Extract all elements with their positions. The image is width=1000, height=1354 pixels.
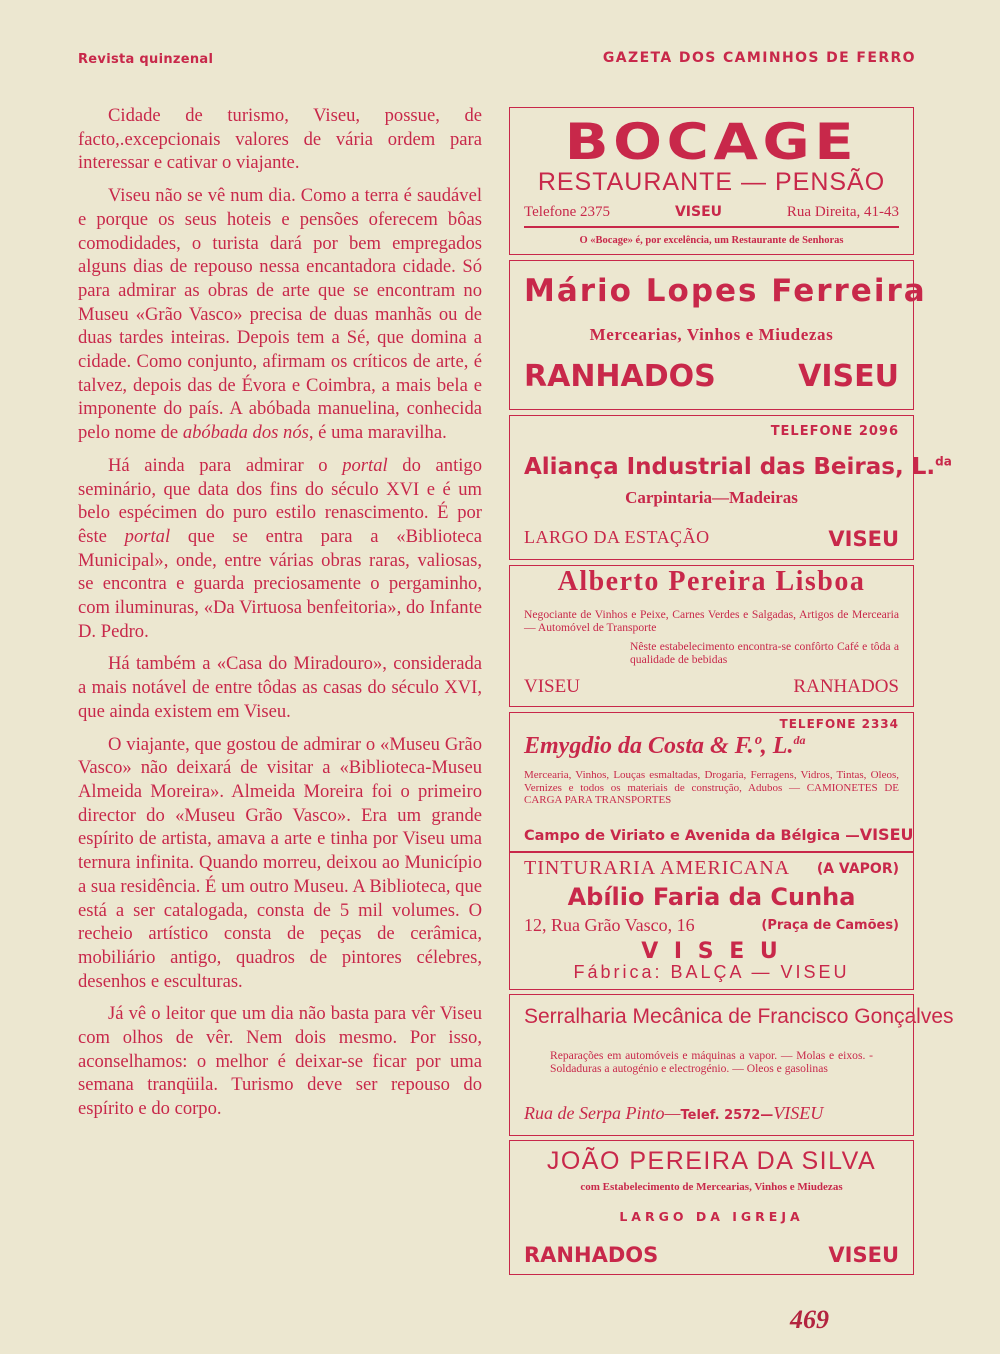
ad-alberto-desc: Negociante de Vinhos e Peixe, Carnes Verdes e Salgadas, Artigos de Mercearia — Automóvel de Transporte — [524, 608, 899, 634]
ad-alianca-footer — [524, 527, 899, 551]
ad-emygdio-desc: Mercearia, Vinhos, Louças esmaltadas, Drogaria, Ferragens, Vidros, Tintas, Oleos, Vernizes e todos os materiais de construção, Adubos — CAMIONETES DE CARGA PARA TRANSPORTES — [524, 769, 899, 806]
ad-tinturaria-city: V I S E U — [641, 939, 782, 964]
ad-alianca-city: VISEU — [828, 527, 899, 551]
ad-bocage-subtitle: RESTAURANTE — PENSÃO — [537, 168, 886, 196]
ad-alianca — [509, 415, 952, 560]
ad-serralharia-footer: Rua de Serpa Pinto—Telef. 2572—VISEU — [524, 1103, 824, 1123]
ad-alberto-footer — [524, 676, 899, 698]
paragraph-5: O viajante, que gostou de admirar o «Museu Grão Vasco» não deixará de visitar a «Biblioteca-Museu Almeida Moreira». Almeida Moreira foi o primeiro director do «Museu Grão Vasco». Era um grande espírito de artista, amava a arte e tinha por Viseu uma ternura infinita. Quando morreu, deixou ao Município a sua residência. É um outro Museu. A Biblioteca, que está a ser catalogada, consta de 5 mil volumes. O recheio artístico consta de peças de cerâmica, mobiliário antigo, quadros de pintores célebres, desenhos e esculturas. — [78, 733, 482, 992]
ad-bocage-name: BOCAGE — [564, 113, 859, 171]
ad-bocage-address: Rua Direita, 41-43 — [786, 204, 899, 220]
ad-alianca-address: LARGO DA ESTAÇÃO — [524, 527, 710, 547]
header-left: Revista quinzenal — [78, 52, 214, 67]
ad-tinturaria-factory: Fábrica: BALÇA — VISEU — [573, 962, 850, 982]
paragraph-1: Cidade de turismo, Viseu, possue, de facto,.excepcionais valores de vária ordem para interessar e cativar o viajante. — [78, 105, 482, 174]
ad-bocage-phone: Telefone 2375 — [524, 204, 611, 220]
italic-term: portal — [342, 454, 388, 476]
paragraph-6: Já vê o leitor que um dia não basta para vêr Viseu com olhos de vêr. Nem dois mesmo. Por isso, aconselhamos: o melhor é deixar-se ficar por uma semana tranqüila. Turismo deve ser repouso do espírito e do corpo. — [78, 1003, 482, 1120]
ad-tinturaria-name: Abílio Faria da Cunha — [567, 883, 856, 911]
ad-mario-footer — [524, 359, 899, 394]
ad-emygdio-address: Campo de Viriato e Avenida da Bélgica — — [524, 828, 860, 844]
ad-emygdio-footer — [524, 825, 914, 844]
ad-joao-footer: RANHADOS VISEU — [524, 1243, 899, 1267]
ad-emygdio-phone: TELEFONE 2334 — [779, 717, 899, 731]
ad-emygdio-da-costa — [509, 712, 914, 852]
ad-bocage — [509, 107, 914, 255]
ad-serralharia-desc: Reparações em automóveis e máquinas a vapor. — Molas e eixos. - Soldaduras a autogénio e electrogénio. — Oleos e gasolinas — [550, 1049, 873, 1075]
ad-joao-desc: com Estabelecimento de Mercearias, Vinhos e Miudezas — [580, 1181, 843, 1193]
ad-emygdio-city: VISEU — [859, 825, 914, 844]
ad-alianca-name: Aliança Industrial das Beiras, L.$^{da}$ — [524, 454, 952, 480]
ad-alberto-name: Alberto Pereira Lisboa — [557, 566, 866, 597]
ad-serralharia-name: Serralharia Mecânica de Francisco Gonçalves — [524, 1005, 954, 1028]
header-right: GAZETA DOS CAMINHOS DE FERRO — [602, 50, 916, 66]
ad-mario-name: Mário Lopes Ferreira — [524, 273, 927, 309]
ad-mario-trade: Mercearias, Vinhos e Miudezas — [589, 325, 834, 344]
ad-bocage-city: VISEU — [674, 204, 722, 220]
ad-serralharia — [509, 994, 954, 1136]
ad-alianca-phone: TELEFONE 2096 — [770, 424, 899, 439]
ad-alianca-trade: Carpintaria—Madeiras — [625, 488, 798, 507]
ad-mario-right: VISEU — [798, 359, 899, 394]
ad-bocage-contact — [524, 204, 899, 221]
ad-alberto-desc2: Nêste estabelecimento encontra-se confôrto Café e tôda a qualidade de bebidas — [630, 640, 899, 666]
ad-alianca-name-row — [524, 454, 952, 480]
ad-tinturaria-address-row: 12, Rua Grão Vasco, 16 (Praça de Camões) — [524, 915, 899, 935]
paragraph-3: Há ainda para admirar o portal do antigo seminário, que data dos fins do século XVI e é um belo espécimen do puro estilo renascimento. É por êste portal que se entra para a «Biblioteca Municipal», onde, entre várias obras raras, valiosas, se encontra e guarda preciosamente o pergaminho, com iluminuras, «Da Virtuosa benfeitoria», do Infante D. Pedro. — [78, 454, 482, 642]
ad-alberto-left: VISEU — [524, 676, 580, 697]
ad-mario-left: RANHADOS — [524, 359, 716, 394]
ad-joao-pereira-da-silva — [509, 1140, 914, 1275]
paragraph-4: Há também a «Casa do Miradouro», considerada a mais notável de entre tôdas as casas do século XVI, que ainda existem em Viseu. — [78, 653, 482, 722]
ad-tinturaria-americana — [509, 852, 914, 990]
ad-joao-name: JOÃO PEREIRA DA SILVA — [546, 1147, 877, 1175]
ad-alberto-right: RANHADOS — [793, 676, 899, 697]
ad-emygdio-name: Emygdio da Costa & F.º, L.$^{da}$ — [524, 733, 806, 759]
paragraph-2: Viseu não se vê num dia. Como a terra é saudável e porque os seus hoteis e pensões oferecem bôas comodidades, o turista dará por bem empregados alguns dias de repouso nessa encantadora cidade. Só para admirar as obras de arte que se encontram no Museu «Grão Vasco» precisa de duas manhãs ou de duas tardes inteiras. Depois tem a Sé, que domina a cidade. Como conjunto, afirmam os críticos de arte, é talvez, depois das de Évora e Coimbra, a mais bela e imponente do país. A abóbada manuelina, conhecida pelo nome de abóbada dos nós, é uma maravilha. — [78, 185, 482, 444]
article-column — [78, 104, 482, 1130]
italic-term: abóbada dos nós — [182, 422, 309, 444]
italic-term: portal — [124, 525, 171, 547]
ad-joao-address: LARGO DA IGREJA — [619, 1209, 804, 1224]
ad-tinturaria-line1: TINTURARIA AMERICANA (A VAPOR) — [524, 857, 899, 879]
ad-alberto-pereira-lisboa — [509, 565, 914, 707]
ad-mario-lopes-ferreira — [509, 260, 927, 410]
page-number: 469 — [790, 1305, 829, 1334]
ad-bocage-tagline: O «Bocage» é, por excelência, um Restaurante de Senhoras — [579, 235, 844, 246]
